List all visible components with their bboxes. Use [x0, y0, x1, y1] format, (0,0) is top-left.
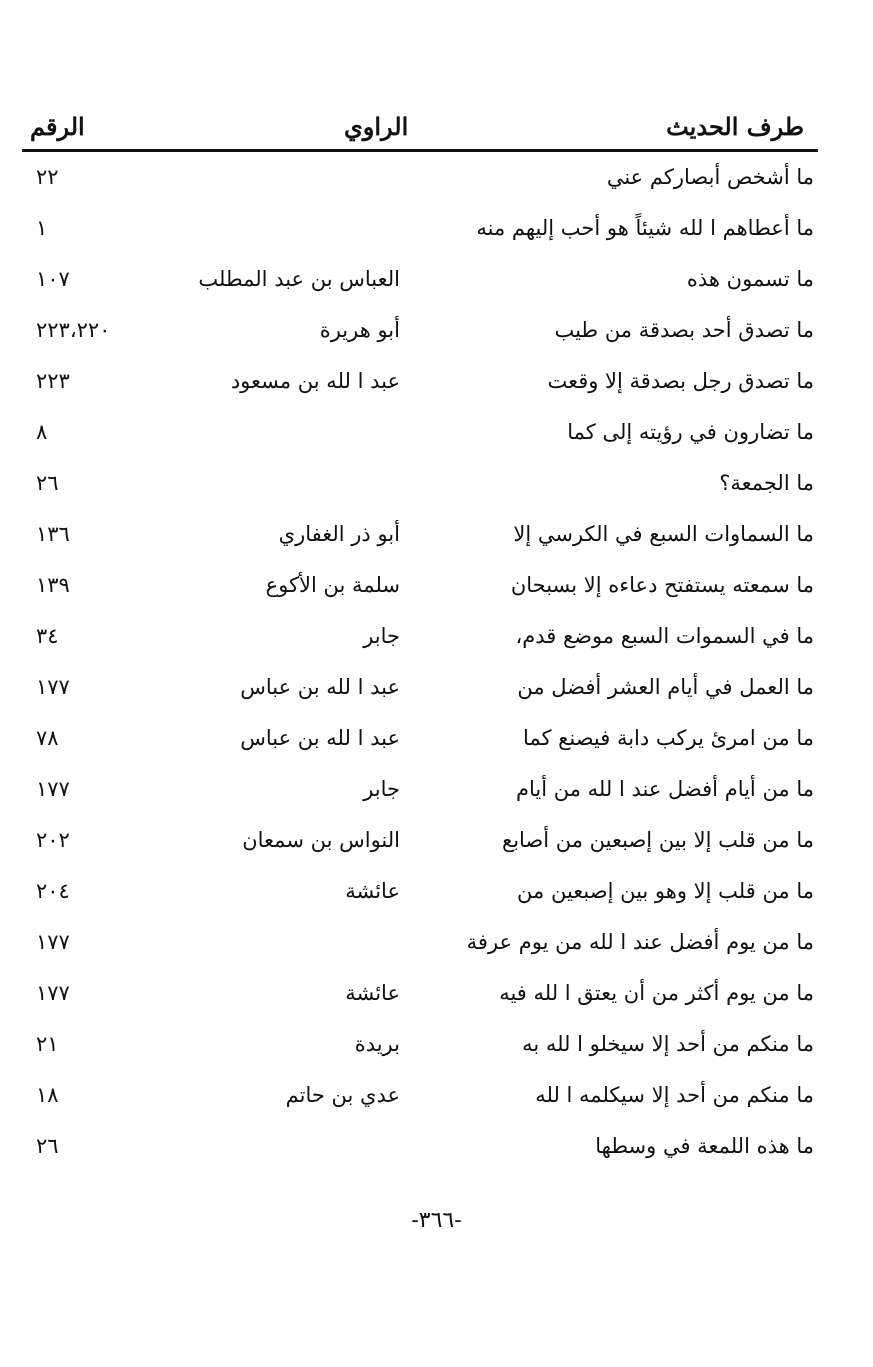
- narrator-cell: سلمة بن الأكوع: [265, 573, 400, 597]
- table-row: [22, 1126, 818, 1177]
- number-cell: ٨: [36, 420, 48, 444]
- number-cell: ٢٢٣،٢٢٠: [36, 318, 111, 342]
- table-row: [22, 616, 818, 667]
- table-row: [22, 973, 818, 1024]
- table-row: [22, 259, 818, 310]
- hadith-cell: ما من يوم أفضل عند ا لله من يوم عرفة: [466, 930, 814, 954]
- narrator-cell: النواس بن سمعان: [242, 828, 400, 852]
- hadith-cell: ما منكم من أحد إلا سيكلمه ا لله: [535, 1083, 814, 1107]
- number-cell: ١٧٧: [36, 930, 70, 954]
- table-row: [22, 565, 818, 616]
- narrator-cell: بريدة: [354, 1032, 400, 1056]
- table-row: [22, 361, 818, 412]
- narrator-cell: جابر: [363, 777, 400, 801]
- number-cell: ١٧٧: [36, 777, 70, 801]
- hadith-cell: ما أعطاهم ا لله شيئاً هو أحب إليهم منه: [476, 216, 814, 240]
- hadith-cell: ما تضارون في رؤيته إلى كما: [567, 420, 814, 444]
- hadith-cell: ما العمل في أيام العشر أفضل من: [517, 675, 814, 699]
- number-cell: ١٠٧: [36, 267, 70, 291]
- hadith-cell: ما من امرئ يركب دابة فيصنع كما: [522, 726, 814, 750]
- narrator-cell: عائشة: [345, 879, 400, 903]
- page-number: -٣٦٦-: [411, 1208, 462, 1233]
- number-cell: ١٣٩: [36, 573, 70, 597]
- number-cell: ٢٢: [36, 165, 59, 189]
- hadith-cell: ما تصدق أحد بصدقة من طيب: [554, 318, 814, 342]
- table-row: [22, 718, 818, 769]
- header-narrator: الراوي: [344, 112, 409, 141]
- number-cell: ٢٢٣: [36, 369, 70, 393]
- table-row: [22, 157, 818, 208]
- narrator-cell: عبد ا لله بن مسعود: [230, 369, 400, 393]
- hadith-cell: ما سمعته يستفتح دعاءه إلا بسبحان: [510, 573, 814, 597]
- hadith-cell: ما تصدق رجل بصدقة إلا وقعت: [547, 369, 814, 393]
- table-row: [22, 922, 818, 973]
- number-cell: ٢٦: [36, 471, 59, 495]
- hadith-cell: ما تسمون هذه: [686, 267, 814, 291]
- narrator-cell: عبد ا لله بن عباس: [240, 675, 400, 699]
- header-hadith: طرف الحديث: [666, 112, 804, 141]
- hadith-cell: ما السماوات السبع في الكرسي إلا: [513, 522, 814, 546]
- narrator-cell: أبو ذر الغفاري: [278, 522, 400, 546]
- hadith-cell: ما من قلب إلا بين إصبعين من أصابع: [502, 828, 814, 852]
- number-cell: ١٣٦: [36, 522, 70, 546]
- table-row: [22, 463, 818, 514]
- hadith-cell: ما في السموات السبع موضع قدم،: [515, 624, 814, 648]
- hadith-cell: ما من قلب إلا وهو بين إصبعين من: [517, 879, 814, 903]
- number-cell: ٢١: [36, 1032, 59, 1056]
- narrator-cell: عائشة: [345, 981, 400, 1005]
- hadith-cell: ما من يوم أكثر من أن يعتق ا لله فيه: [499, 981, 814, 1005]
- number-cell: ٢٠٤: [36, 879, 70, 903]
- narrator-cell: أبو هريرة: [319, 318, 400, 342]
- number-cell: ١: [36, 216, 48, 240]
- table-row: [22, 667, 818, 718]
- table-row: [22, 412, 818, 463]
- number-cell: ٧٨: [36, 726, 59, 750]
- table-row: [22, 871, 818, 922]
- number-cell: ١٧٧: [36, 981, 70, 1005]
- number-cell: ٢٦: [36, 1134, 59, 1158]
- table-row: [22, 1075, 818, 1126]
- hadith-table-body: [22, 157, 818, 1177]
- narrator-cell: جابر: [363, 624, 400, 648]
- number-cell: ٣٤: [36, 624, 59, 648]
- header-rule: [22, 149, 818, 152]
- narrator-cell: عدي بن حاتم: [285, 1083, 400, 1107]
- table-row: [22, 310, 818, 361]
- table-row: [22, 769, 818, 820]
- table-row: [22, 514, 818, 565]
- narrator-cell: عبد ا لله بن عباس: [240, 726, 400, 750]
- hadith-cell: ما منكم من أحد إلا سيخلو ا لله به: [522, 1032, 814, 1056]
- number-cell: ١٧٧: [36, 675, 70, 699]
- hadith-cell: ما الجمعة؟: [719, 471, 814, 495]
- table-row: [22, 820, 818, 871]
- hadith-cell: ما من أيام أفضل عند ا لله من أيام: [516, 777, 814, 801]
- number-cell: ١٨: [36, 1083, 59, 1107]
- number-cell: ٢٠٢: [36, 828, 70, 852]
- hadith-cell: ما هذه اللمعة في وسطها: [595, 1134, 814, 1158]
- table-header: [22, 108, 818, 148]
- table-row: [22, 208, 818, 259]
- hadith-cell: ما أشخص أبصاركم عني: [606, 165, 814, 189]
- table-row: [22, 1024, 818, 1075]
- narrator-cell: العباس بن عبد المطلب: [198, 267, 400, 291]
- header-number: الرقم: [30, 112, 85, 141]
